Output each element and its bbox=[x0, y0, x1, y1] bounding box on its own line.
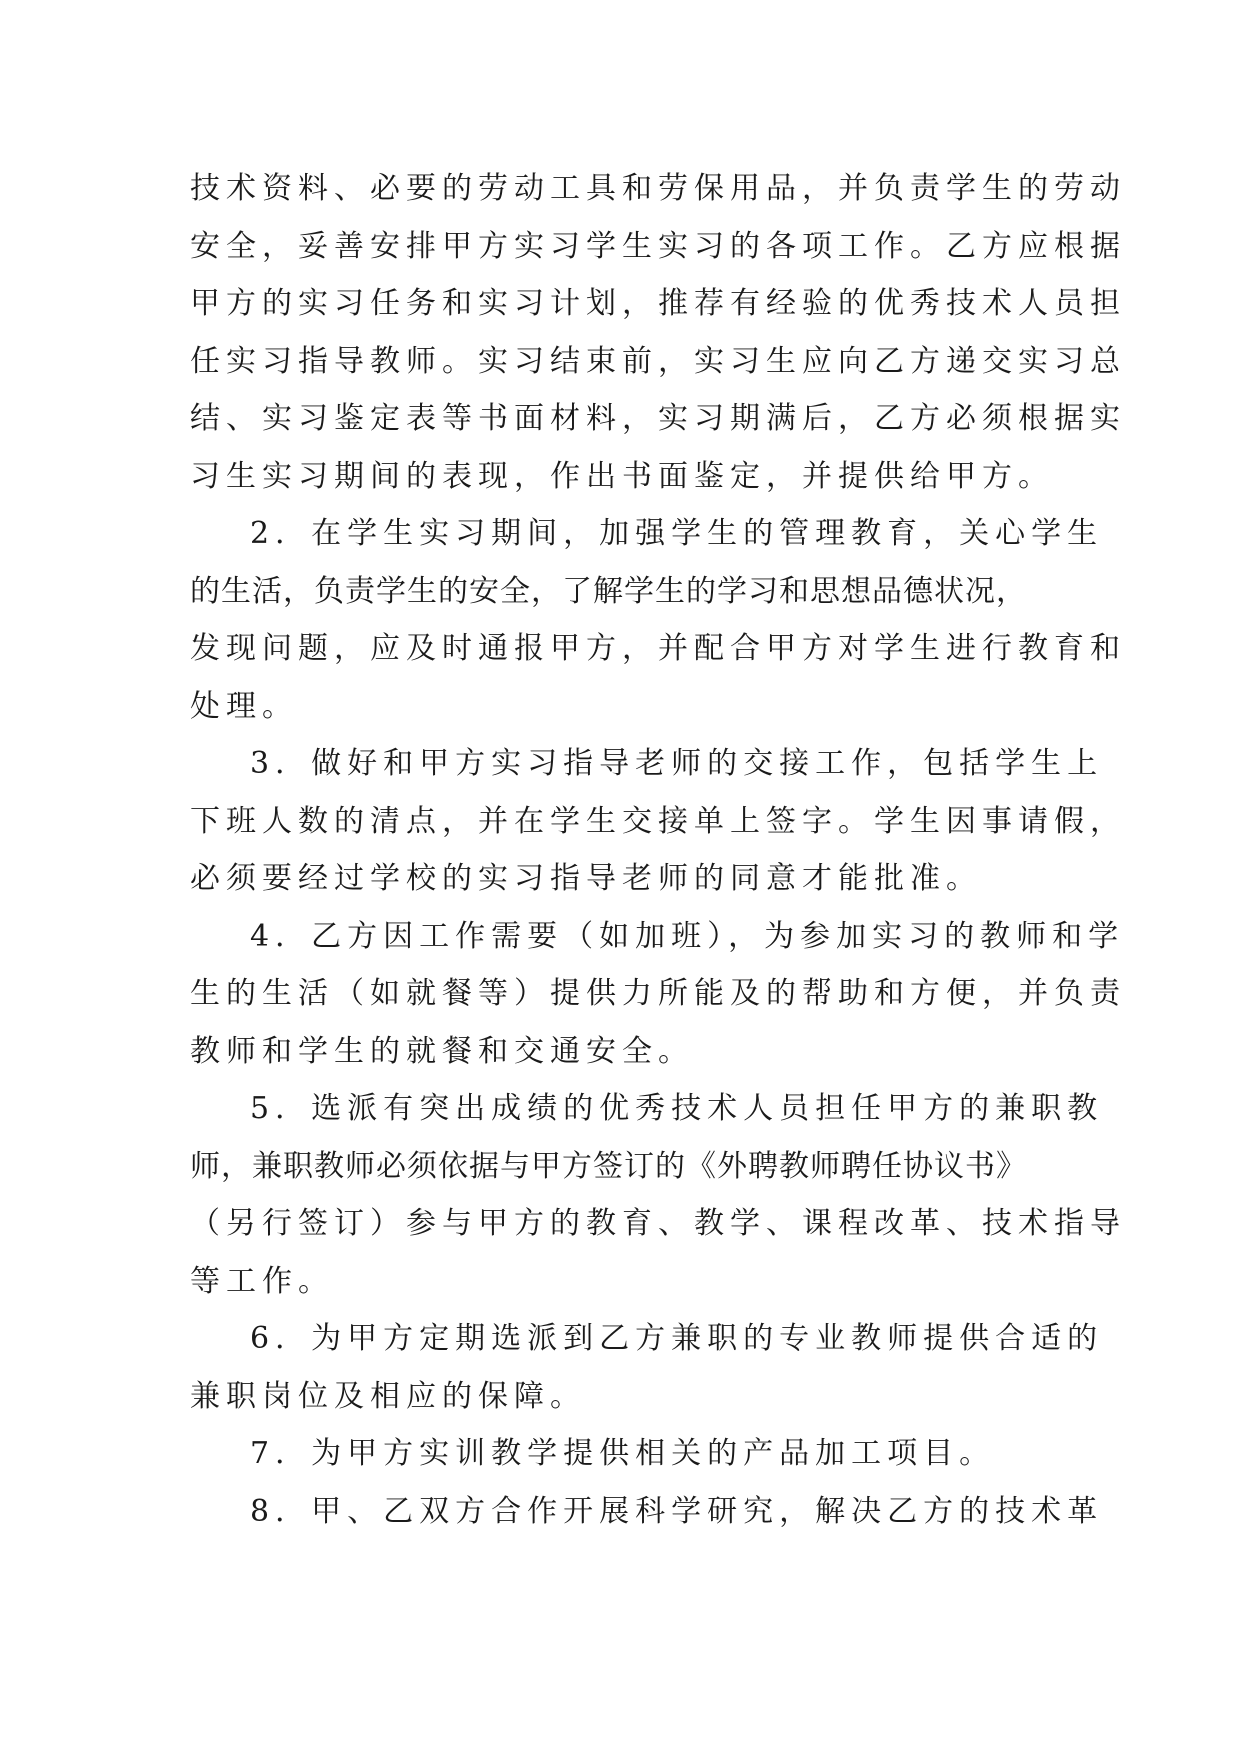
text-line: 教师和学生的就餐和交通安全。 bbox=[190, 1033, 694, 1069]
text-line: 等工作。 bbox=[190, 1263, 334, 1299]
text-line: 技术资料、必要的劳动工具和劳保用品，并负责学生的劳动 bbox=[190, 171, 1126, 206]
paragraph-3-start: 3．做好和甲方实习指导老师的交接工作，包括学生上 bbox=[250, 746, 1104, 781]
text-line: 处理。 bbox=[190, 688, 298, 724]
text-line: 的生活，负责学生的安全，了解学生的学习和思想品德状况， bbox=[190, 573, 1027, 609]
text-line: 师，兼职教师必须依据与甲方签订的《外聘教师聘任协议书》 bbox=[190, 1148, 1027, 1184]
text-line: 习生实习期间的表现，作出书面鉴定，并提供给甲方。 bbox=[190, 458, 1054, 494]
text-line: 任实习指导教师。实习结束前，实习生应向乙方递交实习总 bbox=[190, 343, 1126, 379]
text-line: 发现问题，应及时通报甲方，并配合甲方对学生进行教育和 bbox=[190, 631, 1126, 666]
text-line: 生的生活（如就餐等）提供力所能及的帮助和方便，并负责 bbox=[190, 976, 1126, 1011]
text-line: 结、实习鉴定表等书面材料，实习期满后，乙方必须根据实 bbox=[190, 401, 1126, 436]
paragraph-7-start: 7．为甲方实训教学提供相关的产品加工项目。 bbox=[250, 1436, 996, 1471]
paragraph-5-start: 5．选派有突出成绩的优秀技术人员担任甲方的兼职教 bbox=[250, 1091, 1104, 1126]
text-line: 甲方的实习任务和实习计划，推荐有经验的优秀技术人员担 bbox=[190, 286, 1126, 321]
body-text bbox=[190, 160, 1126, 1540]
text-line: 兼职岗位及相应的保障。 bbox=[190, 1378, 586, 1414]
text-line: 下班人数的清点，并在学生交接单上签字。学生因事请假， bbox=[190, 803, 1126, 839]
paragraph-2-start: 2．在学生实习期间，加强学生的管理教育，关心学生 bbox=[250, 516, 1104, 551]
paragraph-4-start: 4．乙方因工作需要（如加班），为参加实习的教师和学 bbox=[250, 918, 1125, 954]
text-line: 必须要经过学校的实习指导老师的同意才能批准。 bbox=[190, 861, 982, 896]
paragraph-8-start: 8．甲、乙双方合作开展科学研究，解决乙方的技术革 bbox=[250, 1493, 1104, 1529]
paragraph-6-start: 6．为甲方定期选派到乙方兼职的专业教师提供合适的 bbox=[250, 1321, 1104, 1356]
text-line: （另行签订）参与甲方的教育、教学、课程改革、技术指导 bbox=[190, 1206, 1126, 1241]
text-line: 安全，妥善安排甲方实习学生实习的各项工作。乙方应根据 bbox=[190, 228, 1126, 264]
